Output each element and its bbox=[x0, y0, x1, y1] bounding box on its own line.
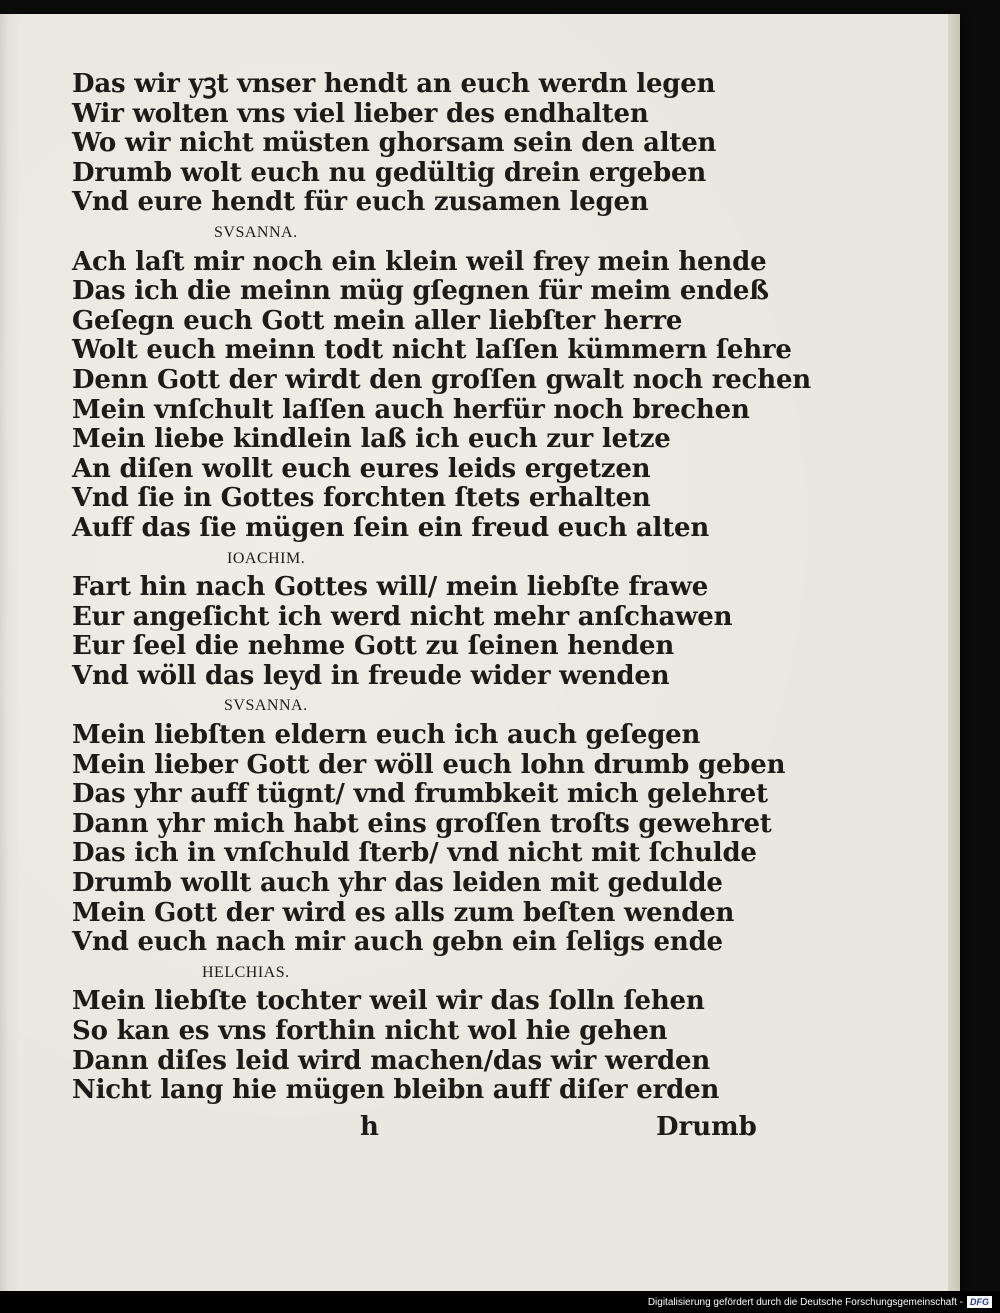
verse-line: Vnd ſie in Gottes forchten ſtets erhalten bbox=[72, 483, 651, 514]
verse-line: Dann yhr mich habt eins groſſen troſts gewehret bbox=[72, 808, 772, 839]
speaker-heading-susanna: SVSANNA. bbox=[224, 697, 308, 715]
verse-line: Wo wir nicht müsten ghorsam sein den alten bbox=[72, 128, 717, 159]
verse-line: Eur angeſicht ich werd nicht mehr anſchawen bbox=[72, 601, 733, 632]
verse-line: Mein lieber Gott der wöll euch lohn drumb geben bbox=[72, 749, 786, 780]
verse-line: Wir wolten vns viel lieber des endhalten bbox=[72, 98, 649, 129]
speaker-heading-susanna: SVSANNA. bbox=[214, 223, 298, 241]
verse-line: Dann diſes leid wird machen/das wir werden bbox=[72, 1045, 711, 1076]
verse-line: Das wir yꝫt vnser hendt an euch werdn legen bbox=[72, 69, 716, 99]
verse-line: Drumb wolt euch nu gedültig drein ergeben bbox=[72, 157, 707, 188]
verse-text-block bbox=[72, 69, 811, 1106]
verse-line: Nicht lang hie mügen bleibn auff diſer erden bbox=[72, 1075, 720, 1106]
verse-line: Geſegn euch Gott mein aller liebſter herre bbox=[72, 305, 683, 336]
verse-line: Eur ſeel die nehme Gott zu ſeinen henden bbox=[72, 631, 675, 662]
verse-line: Mein liebſten eldern euch ich auch geſegen bbox=[72, 720, 701, 751]
verse-line: Das ich in vnſchuld ſterb/ vnd nicht mit ſchulde bbox=[72, 838, 757, 869]
verse-line: Ach laſt mir noch ein klein weil frey mein hende bbox=[72, 246, 767, 277]
verse-line: An diſen wollt euch eures leids ergetzen bbox=[72, 453, 651, 484]
verse-line: Das ich die meinn müg gſegnen für meim endeß bbox=[72, 276, 769, 307]
verse-line: Drumb wollt auch yhr das leiden mit gedulde bbox=[72, 868, 723, 899]
footer-credit-text: Digitalisierung gefördert durch die Deutsche Forschungsgemeinschaft - bbox=[647, 1296, 963, 1308]
page-edge bbox=[948, 14, 960, 1291]
verse-line: Auff das ſie mügen ſein ein freud euch alten bbox=[72, 512, 710, 543]
verse-line: Mein vnſchult laſſen auch herfür noch brechen bbox=[72, 394, 750, 425]
verse-line: So kan es vns forthin nicht wol hie gehen bbox=[72, 1016, 668, 1046]
speaker-heading-helchias: HELCHIAS. bbox=[202, 963, 290, 981]
signature-mark: h bbox=[360, 1112, 379, 1142]
verse-line: Wolt euch meinn todt nicht laſſen kümmern ſehre bbox=[72, 335, 792, 366]
verse-line: Vnd eure hendt für euch zusamen legen bbox=[72, 187, 649, 218]
verse-line: Das yhr auff tügnt/ vnd frumbkeit mich gelehret bbox=[72, 779, 768, 810]
footer-credit bbox=[648, 1296, 992, 1308]
verse-line: Fart hin nach Gottes will/ mein liebſte frawe bbox=[72, 572, 709, 603]
dfg-logo: DFG bbox=[967, 1296, 992, 1308]
verse-line: Vnd wöll das leyd in freude wider wenden bbox=[72, 660, 670, 691]
verse-line: Vnd euch nach mir auch gebn ein ſeligs ende bbox=[72, 927, 723, 958]
verse-line: Denn Gott der wirdt den groſſen gwalt noch rechen bbox=[72, 364, 811, 395]
verse-line: Mein liebe kindlein laß ich euch zur letze bbox=[72, 424, 671, 455]
verse-line: Mein Gott der wird es alls zum beſten wenden bbox=[72, 897, 735, 928]
verse-line: Mein liebſte tochter weil wir das ſolln ſehen bbox=[72, 986, 705, 1017]
catchword: Drumb bbox=[656, 1112, 757, 1142]
speaker-heading-ioachim: IOACHIM. bbox=[227, 549, 306, 567]
